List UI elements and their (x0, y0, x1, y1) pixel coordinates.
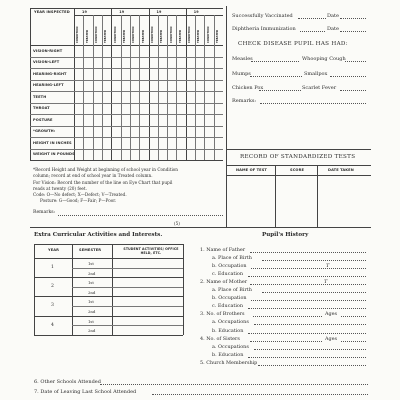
history-item: 2. Name of Mother (200, 279, 248, 286)
history-item: 5. Church Membership (200, 359, 258, 366)
history-ages-label: Ages (325, 335, 338, 342)
exam-col-header: CONDITION (169, 26, 173, 43)
exam-col-line (204, 15, 205, 160)
history-line (253, 316, 323, 317)
exam-col-line (93, 15, 94, 160)
exam-row-line (30, 57, 223, 58)
exam-row-label: WEIGHT IN POUNDS (33, 152, 75, 157)
exam-col-line (167, 15, 168, 160)
exam-row-line (30, 103, 223, 104)
act-year-line (34, 296, 183, 297)
vaccinated-date-label: Date (327, 13, 339, 19)
history-line (250, 252, 366, 253)
act-left (34, 244, 35, 335)
exam-row-label: THROAT (33, 106, 50, 111)
act-top (34, 244, 183, 245)
tests-col-name: NAME OF TEST (236, 168, 267, 172)
disease-smallpox: Smallpox (304, 71, 328, 77)
history-item: 1. Name of Father (200, 247, 246, 253)
exam-col-header: TREATED (216, 29, 220, 43)
act-semester-label: 2nd (88, 309, 96, 314)
exam-col-line (195, 15, 196, 160)
history-item: c. Education (212, 303, 243, 310)
act-year-label: 1 (51, 265, 54, 270)
history-line (254, 349, 367, 350)
year-inspected-label: YEAR INSPECTED (34, 10, 70, 14)
vaccinated-date-line (340, 18, 366, 19)
smallpox-line (330, 76, 366, 77)
exam-col-line (139, 15, 140, 160)
history-item: b. Occupation (212, 295, 247, 302)
note-code: Code: O—No defect; X—Defect; V—Treated. (33, 192, 127, 197)
exam-row-label: VISION-RIGHT (33, 48, 63, 53)
tests-top-line (226, 165, 371, 166)
year-prefix-3: 19 (156, 9, 162, 14)
mumps-line (250, 76, 302, 77)
exam-col-header: TREATED (160, 29, 164, 43)
year-prefix-1: 19 (82, 9, 87, 14)
act-year-line (34, 277, 183, 278)
exam-row-label: POSTURE (33, 117, 53, 122)
exam-col-header: TREATED (85, 29, 89, 43)
history-line (250, 284, 366, 285)
history-line (258, 365, 366, 366)
page-mark: (5) (174, 221, 180, 226)
header-bottom-line (30, 45, 223, 46)
mid-page-divider (30, 227, 371, 228)
act-header-semester: SEMESTER (79, 248, 102, 252)
exam-row-line (30, 91, 223, 92)
act-year-label: 3 (51, 303, 54, 309)
history-line (262, 292, 366, 293)
disease-chicken-pox: Chicken Pox (232, 85, 264, 91)
act-semester-label: 2nd (88, 328, 96, 334)
exam-col-header: TREATED (197, 29, 201, 43)
history-item: 4. No. of Sisters (200, 335, 240, 342)
history-line (248, 308, 366, 309)
right-divider (226, 149, 371, 150)
act-sem-line (72, 325, 183, 326)
history-line (254, 324, 367, 325)
diphtheria-date-label: Date (327, 26, 339, 32)
exam-row-label: HEARING-LEFT (33, 83, 64, 88)
diphtheria-line (300, 31, 325, 32)
disease-whooping-cough: Whooping Cough (302, 56, 346, 62)
act-semester-label: 2nd (88, 270, 96, 276)
act-year-label: 4 (51, 322, 54, 328)
tests-col-date: DATE TAKEN (328, 168, 354, 172)
history-line (248, 276, 366, 277)
history-item: a. Occupations (212, 319, 249, 326)
act-header-year: YEAR (48, 248, 60, 252)
act-year-label: 2 (51, 284, 54, 290)
activities-title: Extra Curricular Activities and Interests. (34, 232, 163, 238)
exam-col-header: CONDITION (188, 26, 192, 43)
handwritten-mark: T (326, 263, 330, 269)
act-semester-label: 1st (88, 318, 94, 324)
history-line (248, 357, 366, 358)
history-title: Pupil's History (262, 232, 309, 238)
exam-col-header: CONDITION (206, 26, 210, 43)
exam-table-top (30, 8, 223, 9)
exam-col-line (130, 15, 131, 160)
date-leaving-line (152, 394, 368, 395)
note-vision: For Vision: Record the number of the line on Eye Chart that pupil (33, 180, 173, 185)
year-prefix-4: 19 (193, 9, 199, 14)
exam-col-line (102, 15, 103, 160)
exam-col-header: CONDITION (132, 26, 136, 43)
act-semester-label: 1st (88, 299, 94, 305)
history-line (248, 333, 366, 334)
exam-row-line (30, 149, 223, 150)
exam-row-label: TEETH (33, 94, 47, 99)
act-sem-line (72, 268, 183, 269)
history-item: a. Place of Birth (212, 255, 252, 262)
exam-row-label: HEIGHT IN INCHES (33, 140, 72, 145)
exam-row-line (30, 114, 223, 115)
note-posture: Posture: G—Good; F—Fair; P—Poor. (40, 198, 117, 203)
disease-mumps: Mumps (232, 71, 251, 77)
exam-row-line (30, 80, 223, 81)
history-ages-line (341, 316, 366, 317)
exam-table-bottom (30, 160, 223, 161)
act-header-line (34, 258, 183, 259)
remarks-line-right (260, 103, 366, 104)
act-semester-label: 1st (88, 280, 94, 286)
exam-col-header: CONDITION (150, 26, 154, 43)
act-col-1 (72, 244, 73, 335)
history-item: b. Occupation (212, 263, 247, 270)
exam-col-line (83, 15, 84, 160)
center-divider (226, 6, 227, 227)
exam-row-label: VISION-LEFT (33, 60, 60, 65)
tests-vline-1 (275, 165, 276, 227)
exam-col-line (214, 15, 215, 160)
tests-header-line (226, 175, 371, 176)
scarlet-line (340, 90, 366, 91)
measles-line (251, 61, 299, 62)
exam-row-label: HEARING-RIGHT (33, 71, 67, 76)
diphtheria-date-line (340, 31, 366, 32)
year-prefix-2: 19 (119, 9, 125, 14)
exam-row-label: *GROWTH: (33, 129, 56, 134)
act-sem-line (72, 306, 183, 307)
history-item: c. Education (212, 271, 243, 278)
note-vision-2: reads at twenty (20) feet. (33, 186, 87, 191)
exam-col-header: TREATED (104, 29, 108, 43)
act-semester-label: 1st (88, 261, 94, 266)
note-height-weight-2: column; record at end of school year in Treated column. (33, 173, 153, 178)
check-disease-title: CHECK DISEASE PUPIL HAS HAD: (238, 41, 348, 47)
history-item: b. Education (212, 327, 244, 334)
history-line (250, 341, 322, 342)
other-schools-line (100, 384, 368, 385)
act-sem-line (72, 287, 183, 288)
act-semester-label: 2nd (88, 289, 96, 295)
vaccinated-line (298, 18, 326, 19)
history-line (251, 300, 366, 301)
date-leaving-label: 7. Date of Leaving Last School Attended (34, 389, 137, 395)
exam-col-header: CONDITION (113, 26, 117, 43)
act-bottom (34, 335, 183, 336)
tests-vline-2 (317, 165, 318, 227)
disease-scarlet-fever: Scarlet Fever (302, 85, 337, 91)
vaccinated-label: Successfully Vaccinated (232, 13, 293, 19)
act-header-activities: STUDENT ACTIVITIES/ OFFICE HELD, ETC. (123, 246, 179, 255)
exam-row-line (30, 137, 223, 138)
exam-col-header: CONDITION (95, 26, 99, 43)
exam-row-line (30, 68, 223, 69)
whooping-line (345, 61, 366, 62)
act-year-line (34, 316, 183, 317)
exam-col-header: CONDITION (76, 26, 80, 43)
tests-col-score: SCORE (290, 168, 305, 172)
remarks-label-left: Remarks: (33, 210, 56, 215)
history-item: b. Education (212, 351, 244, 358)
history-item: a. Occupations (212, 343, 249, 350)
act-right (183, 244, 184, 335)
exam-col-header: TREATED (178, 29, 182, 43)
exam-row-line (30, 126, 223, 127)
history-ages-label: Ages (325, 311, 338, 318)
act-col-2 (112, 244, 113, 335)
exam-col-header: TREATED (122, 29, 126, 43)
exam-col-line (158, 15, 159, 160)
remarks-label-right: Remarks: (232, 98, 257, 104)
history-ages-line (341, 341, 366, 342)
exam-col-line (121, 15, 122, 160)
history-item: a. Place of Birth (212, 287, 252, 294)
note-height-weight: *Record Height and Weight at beginning of school year in Condition (33, 167, 179, 172)
history-line (251, 268, 366, 269)
tests-title: RECORD OF STANDARDIZED TESTS (240, 154, 356, 160)
handwritten-mark: T (324, 279, 328, 285)
history-item: 3. No. of Brothers (200, 311, 245, 318)
remarks-line-left (58, 215, 223, 216)
diphtheria-label: Diphtheria Immunization (232, 26, 296, 32)
other-schools-label: 6. Other Schools Attended (34, 379, 101, 385)
history-line (262, 260, 366, 261)
disease-measles: Measles (232, 56, 253, 62)
exam-col-line (176, 15, 177, 160)
chicken-pox-line (259, 90, 301, 91)
exam-col-header: TREATED (141, 29, 145, 43)
